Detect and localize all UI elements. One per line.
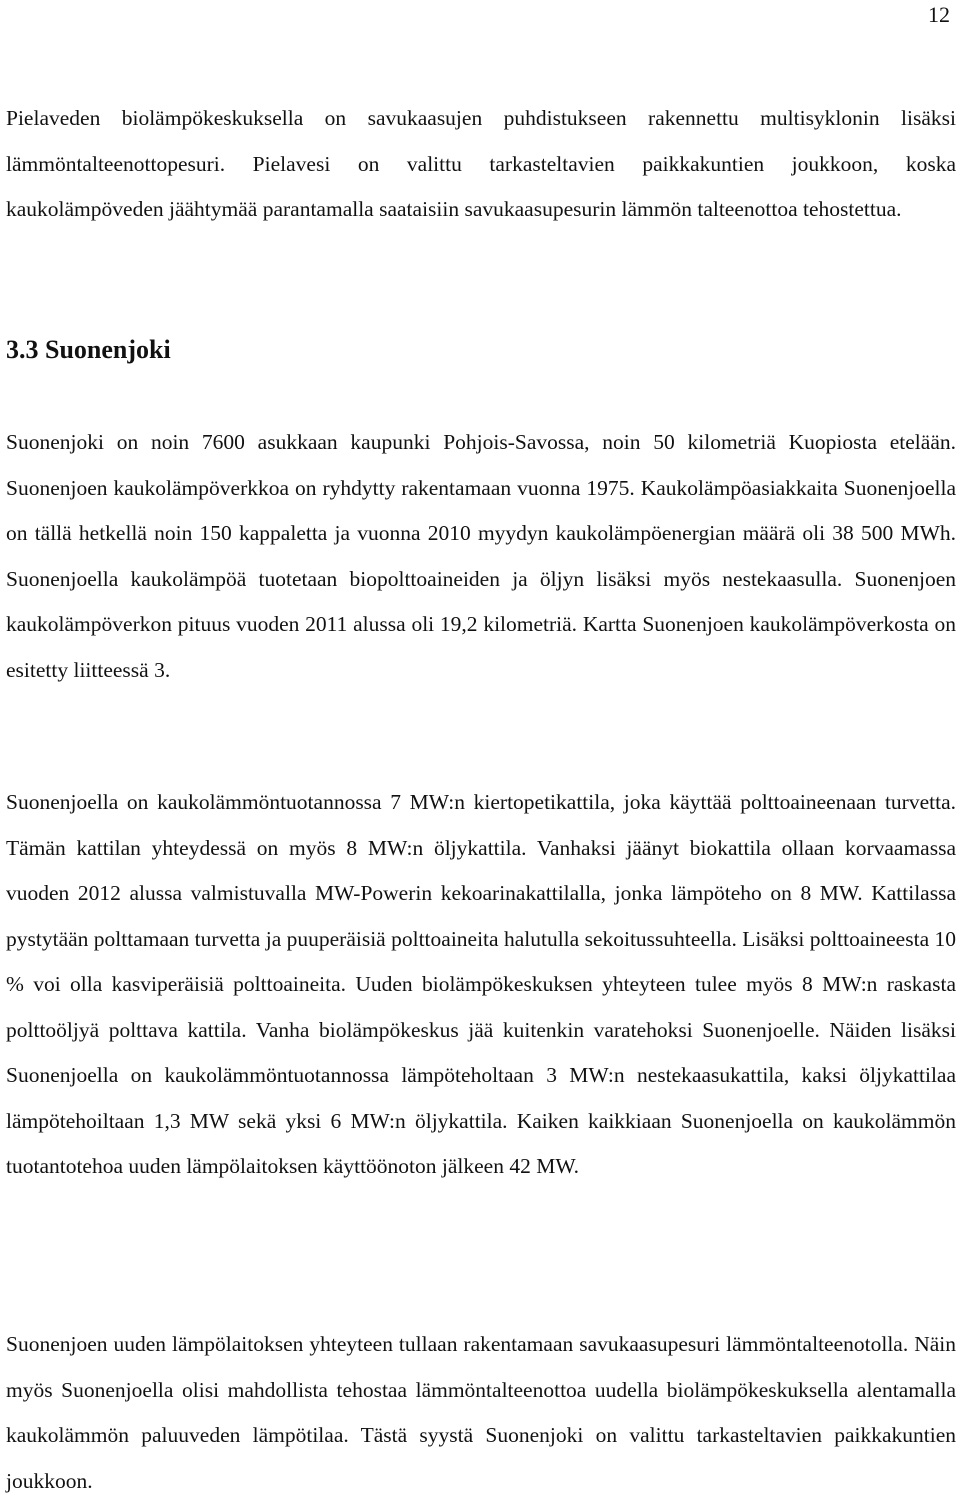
paragraph-suonenjoki-intro: Suonenjoki on noin 7600 asukkaan kaupunki Pohjois-Savossa, noin 50 kilometriä Kuopiosta etelään. Suonenjoen kaukolämpöverkkoa on ryhdytty rakentamaan vuonna 1975. Kaukolämpöasiakkaita Suonenjoella on tällä hetkellä noin 150 kappaletta ja vuonna 2010 myydyn kaukolämpöenergian määrä oli 38 500 MWh. Suonenjoella kaukolämpöä tuotetaan biopolttoaineiden ja öljyn lisäksi myös nestekaasulla. Suonenjoen kaukolämpöverkon pituus vuoden 2011 alussa oli 19,2 kilometriä. Kartta Suonenjoen kaukolämpöverkosta on esitetty liitteessä 3.: [6, 430, 956, 682]
paragraph-suonenjoki-boilers: Suonenjoella on kaukolämmöntuotannossa 7 MW:n kiertopetikattila, joka käyttää polttoaineenaan turvetta. Tämän kattilan yhteydessä on myös 8 MW:n öljykattila. Vanhaksi jäänyt biokattila ollaan korvaamassa vuoden 2012 alussa valmistuvalla MW-Powerin kekoarinakattilalla, jonka lämpöteho on 8 MW. Kattilassa pystytään polttamaan turvetta ja puuperäisiä polttoaineita halutulla sekoitussuhteella. Lisäksi polttoaineesta 10 % voi olla kasviperäisiä polttoaineita. Uuden biolämpökeskuksen yhteyteen tulee myös 8 MW:n raskasta polttoöljyä polttava kattila. Vanha biolämpökeskus jää kuitenkin varatehoksi Suonenjoelle. Näiden lisäksi Suonenjoella on kaukolämmöntuotannossa lämpöteholtaan 3 MW:n nestekaasukattila, kaksi öljykattilaa lämpötehoiltaan 1,3 MW sekä yksi 6 MW:n öljykattila. Kaiken kaikkiaan Suonenjoella on kaukolämmön tuotantotehoa uuden lämpölaitoksen käyttöönoton jälkeen 42 MW.: [6, 790, 956, 1178]
paragraph-pielavesi: Pielaveden biolämpökeskuksella on savukaasujen puhdistukseen rakennettu multisyklonin lisäksi lämmöntalteenottopesuri. Pielavesi on valittu tarkasteltavien paikkakuntien joukkoon, koska kaukolämpöveden jäähtymää parantamalla saataisiin savukaasupesurin lämmön talteenottoa tehostettua.: [6, 106, 956, 221]
page-number: 12: [928, 2, 950, 27]
paragraph-suonenjoki-scrubber: Suonenjoen uuden lämpölaitoksen yhteyteen tullaan rakentamaan savukaasupesuri lämmöntalteenotolla. Näin myös Suonenjoella olisi mahdollista tehostaa lämmöntalteenottoa uudella biolämpökeskuksella alentamalla kaukolämmön paluuveden lämpötilaa. Tästä syystä Suonenjoki on valittu tarkasteltavien paikkakuntien joukkoon.: [6, 1332, 956, 1493]
section-heading: 3.3 Suonenjoki: [6, 335, 171, 364]
